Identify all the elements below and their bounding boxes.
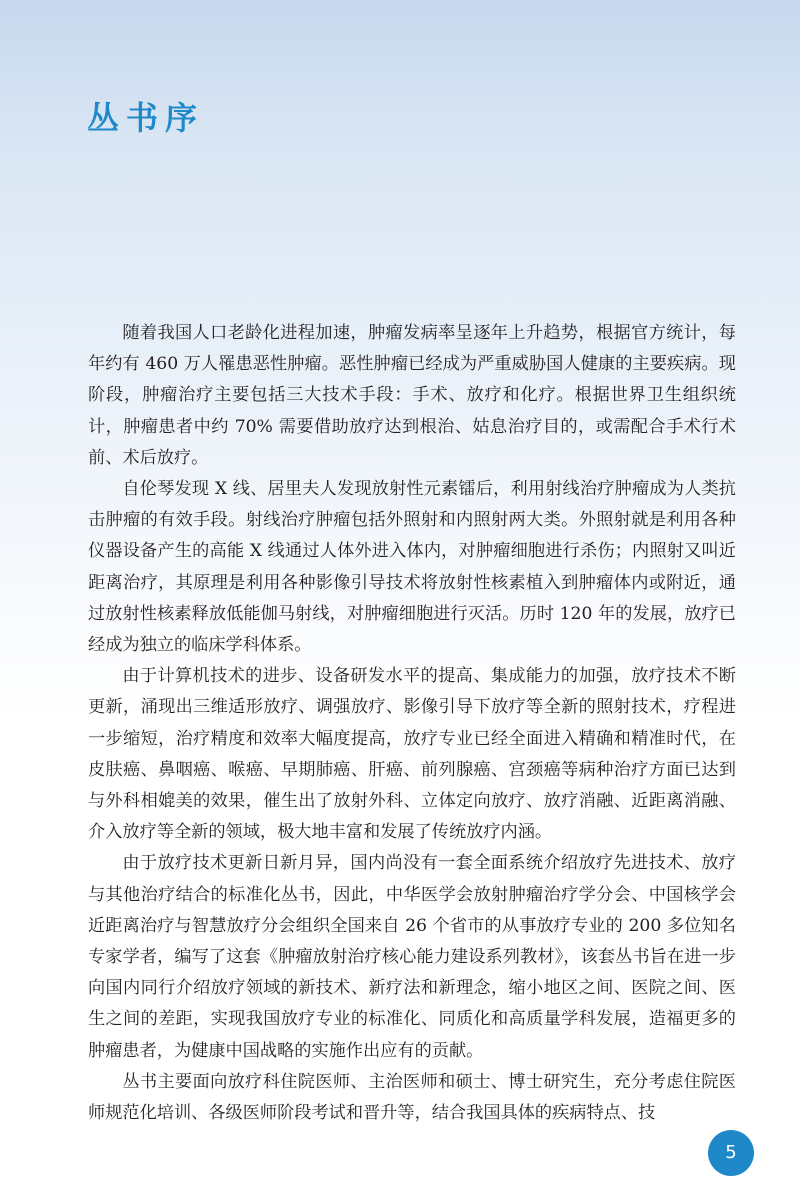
page-title: 丛书序	[87, 99, 205, 137]
paragraph: 自伦琴发现 X 线、居里夫人发现放射性元素镭后，利用射线治疗肿瘤成为人类抗击肿瘤的有效手段。射线治疗肿瘤包括外照射和内照射两大类。外照射就是利用各种仪器设备产生的高能 X 线通过人体外进入体内，对肿瘤细胞进行杀伤；内照射又叫近距离治疗，其原理是利用各种影像引导技术将放射性核素植入到肿瘤体内或附近，通过放射性核素释放低能伽马射线，对肿瘤细胞进行灭活。历时 120 年的发展，放疗已经成为独立的临床学科体系。	[88, 479, 736, 656]
paragraph: 随着我国人口老龄化进程加速，肿瘤发病率呈逐年上升趋势，根据官方统计，每年约有 460 万人罹患恶性肿瘤。恶性肿瘤已经成为严重威胁国人健康的主要疾病。现阶段，肿瘤治疗主要包括三大技术手段：手术、放疗和化疗。根据世界卫生组织统计，肿瘤患者中约 70% 需要借助放疗达到根治、姑息治疗目的，或需配合手术行术前、术后放疗。	[88, 323, 736, 468]
paragraph: 丛书主要面向放疗科住院医师、主治医师和硕士、博士研究生，充分考虑住院医师规范化培训、各级医师阶段考试和晋升等，结合我国具体的疾病特点、技	[88, 1071, 736, 1124]
page-number-badge: 5	[708, 1130, 754, 1176]
preface-body	[88, 318, 736, 1129]
paragraph: 由于计算机技术的进步、设备研发水平的提高、集成能力的加强，放疗技术不断更新，涌现出三维适形放疗、调强放疗、影像引导下放疗等全新的照射技术，疗程进一步缩短，治疗精度和效率大幅度提高，放疗专业已经全面进入精确和精准时代，在皮肤癌、鼻咽癌、喉癌、早期肺癌、肝癌、前列腺癌、宫颈癌等病种治疗方面已达到与外科相媲美的效果，催生出了放射外科、立体定向放疗、放疗消融、近距离消融、介入放疗等全新的领域，极大地丰富和发展了传统放疗内涵。	[88, 666, 736, 843]
paragraph: 由于放疗技术更新日新月异，国内尚没有一套全面系统介绍放疗先进技术、放疗与其他治疗结合的标准化丛书，因此，中华医学会放射肿瘤治疗学分会、中国核学会近距离治疗与智慧放疗分会组织全国来自 26 个省市的从事放疗专业的 200 多位知名专家学者，编写了这套《肿瘤放射治疗核心能力建设系列教材》，该套丛书旨在进一步向国内同行介绍放疗领域的新技术、新疗法和新理念，缩小地区之间、医院之间、医生之间的差距，实现我国放疗专业的标准化、同质化和高质量学科发展，造福更多的肿瘤患者，为健康中国战略的实施作出应有的贡献。	[88, 853, 736, 1061]
